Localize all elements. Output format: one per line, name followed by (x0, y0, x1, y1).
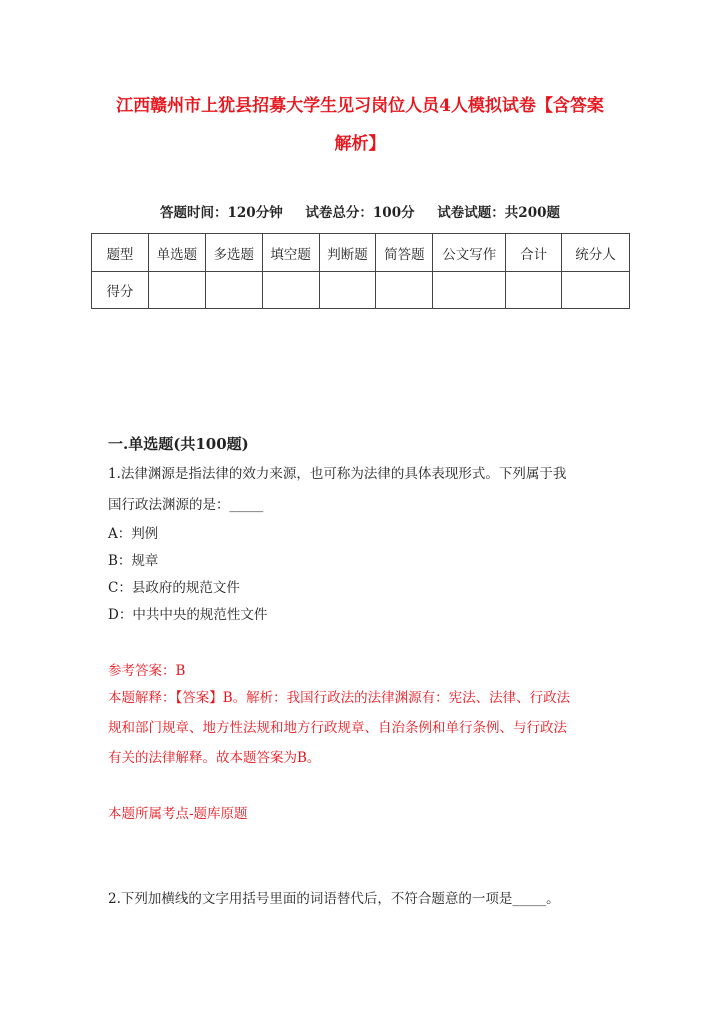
document-title-line2: 解析】 (334, 134, 386, 154)
score-table-header-row (92, 234, 630, 272)
exam-meta (0, 201, 720, 221)
score-cell (433, 272, 506, 309)
score-table-header: 多选题 (205, 234, 262, 272)
q1-option-a: A：判例 (108, 526, 159, 542)
exam-question-count: 试卷试题：共200题 (437, 205, 560, 221)
q1-stem-line2: 国行政法渊源的是：_____ (108, 497, 264, 513)
q1-source: 本题所属考点-题库原题 (108, 806, 248, 822)
score-cell (562, 272, 630, 309)
score-table-header: 判断题 (319, 234, 376, 272)
score-table-score-row (92, 272, 630, 309)
score-table-header: 简答题 (376, 234, 433, 272)
score-table-header: 题型 (92, 234, 149, 272)
score-cell (262, 272, 319, 309)
q1-option-c: C：县政府的规范文件 (108, 580, 240, 596)
q1-option-d: D：中共中央的规范性文件 (108, 607, 268, 623)
q2-stem: 2.下列加横线的文字用括号里面的词语替代后，不符合题意的一项是_____。 (108, 891, 560, 907)
score-table-header: 合计 (506, 234, 562, 272)
score-cell (506, 272, 562, 309)
score-table-header: 单选题 (148, 234, 205, 272)
score-cell (376, 272, 433, 309)
score-table-header: 公文写作 (433, 234, 506, 272)
q1-option-b: B：规章 (108, 553, 159, 569)
q1-explanation-line1: 本题解释：【答案】B。解析：我国行政法的法律渊源有：宪法、法律、行政法 (108, 690, 571, 706)
score-table (91, 233, 630, 309)
q1-explanation-line2: 规和部门规章、地方性法规和地方行政规章、自治条例和单行条例、与行政法 (108, 720, 567, 736)
score-table-header: 统分人 (562, 234, 630, 272)
exam-time: 答题时间：120分钟 (160, 205, 283, 221)
score-row-label: 得分 (92, 272, 149, 309)
document-title-line1: 江西赣州市上犹县招募大学生见习岗位人员4人模拟试卷【含答案 (116, 96, 604, 116)
q1-answer: 参考答案：B (108, 663, 186, 679)
score-table-header: 填空题 (262, 234, 319, 272)
score-cell (319, 272, 376, 309)
exam-total-score: 试卷总分：100分 (305, 205, 415, 221)
q1-explanation-line3: 有关的法律解释。故本题答案为B。 (108, 750, 321, 766)
q1-stem-line1: 1.法律渊源是指法律的效力来源，也可称为法律的具体表现形式。下列属于我 (108, 466, 567, 482)
score-cell (148, 272, 205, 309)
section-title: 一.单选题(共100题) (108, 435, 249, 453)
score-cell (205, 272, 262, 309)
